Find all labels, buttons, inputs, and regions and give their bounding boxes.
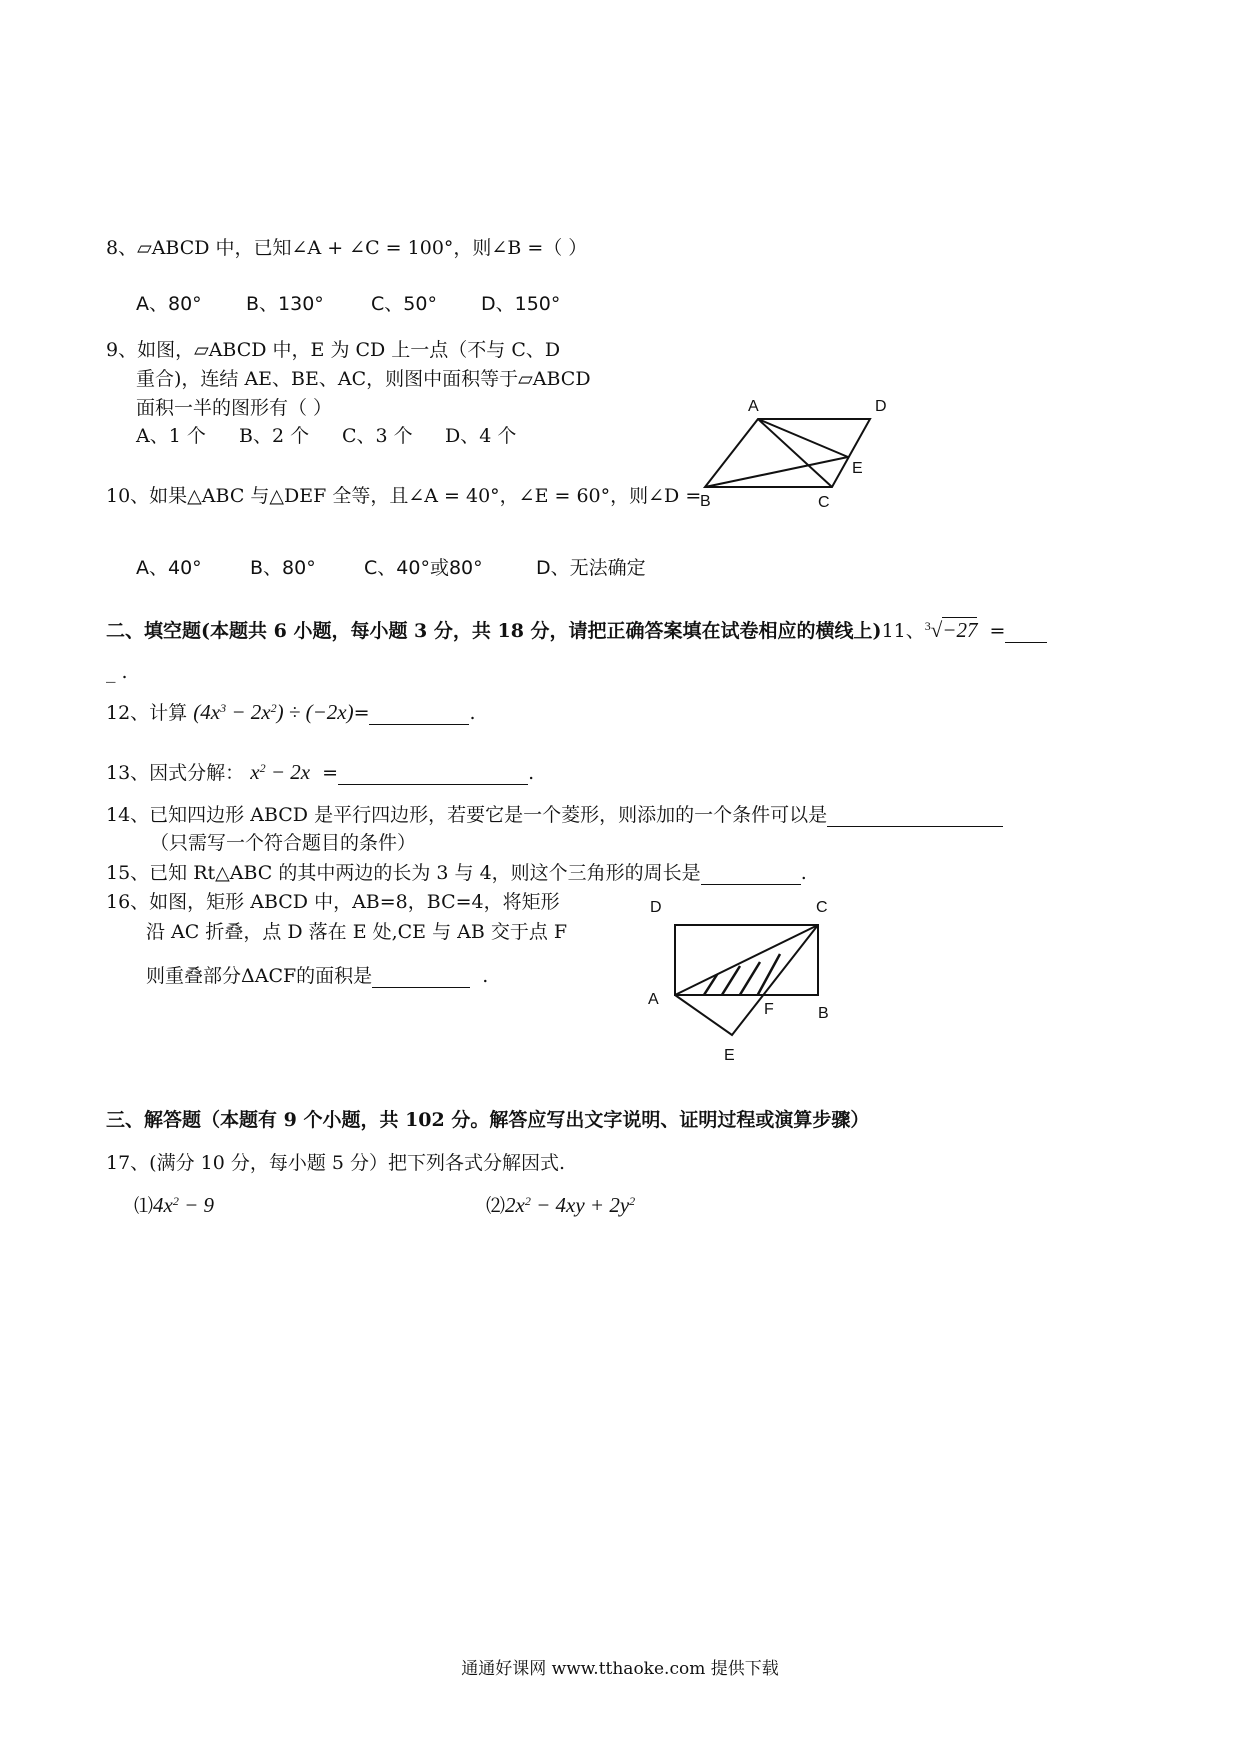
q11-prefix: 11、: [881, 620, 925, 642]
q16-answer-blank[interactable]: [372, 967, 470, 988]
q10-option-c: C、40°或80°: [364, 557, 483, 579]
q9-options: [136, 424, 516, 448]
q9-option-d: D、4 个: [445, 425, 517, 447]
q12-row: [106, 700, 476, 725]
q11-radical: $^3$√−27: [924, 618, 978, 642]
section3-header: 三、解答题（本题有 9 个小题，共 102 分。解答应写出文字说明、证明过程或演算步骤）: [106, 1109, 870, 1131]
q16-label-a: A: [648, 991, 659, 1008]
q9-option-a: A、1 个: [136, 425, 206, 447]
q8-stem: 8、▱ABCD 中，已知∠A + ∠C = 100°，则∠B =（ ）: [106, 237, 588, 259]
q9-option-b: B、2 个: [239, 425, 310, 447]
q8-option-a: A、80°: [136, 293, 202, 315]
q16-period: .: [482, 965, 489, 987]
q15-answer-blank[interactable]: [701, 864, 801, 885]
q11-equals: =: [989, 620, 1006, 642]
q11-answer-blank[interactable]: [1005, 622, 1047, 643]
q9-label-c: C: [818, 494, 830, 510]
q16-label-f: F: [764, 1001, 774, 1018]
q9-line2: 重合)，连结 AE、BE、AC，则图中面积等于▱ABCD: [136, 368, 591, 390]
q14-line2: （只需写一个符合题目的条件）: [150, 832, 417, 854]
q13-row: [106, 760, 534, 785]
q12-expression: $(4x^3 - 2x^2) \div (-2x)$: [193, 700, 354, 724]
q9-label-d: D: [875, 398, 887, 415]
q17-part2-expression: $2x^2 - 4xy + 2y^2$: [505, 1193, 636, 1217]
q10-option-d: D、无法确定: [536, 557, 646, 579]
q12-equals: =: [353, 702, 370, 724]
page-footer: 通通好课网 www.tthaoke.com 提供下载: [461, 1659, 779, 1679]
q16-line3: 则重叠部分ΔACF的面积是: [146, 965, 373, 987]
q17-part1-expression: $4x^2 - 9$: [153, 1193, 215, 1217]
q12-answer-blank[interactable]: [369, 704, 469, 725]
q13-answer-blank[interactable]: [338, 764, 528, 785]
q17-stem: 17、(满分 10 分，每小题 5 分）把下列各式分解因式.: [106, 1152, 566, 1174]
q10-option-a: A、40°: [136, 557, 202, 579]
q17-part2: [486, 1193, 635, 1218]
q16-label-e: E: [724, 1047, 735, 1064]
q16-rectangle-fold-figure: [640, 890, 860, 1070]
section2-header-row: [106, 618, 1047, 643]
q16-row3: [146, 964, 488, 988]
q15-row: [106, 861, 807, 885]
q13-label: 13、因式分解：: [106, 762, 245, 784]
q13-period: .: [528, 762, 535, 784]
q13-equals: =: [316, 762, 339, 784]
q11-radical-index: 3: [924, 619, 931, 633]
q8-option-b: B、130°: [246, 293, 324, 315]
q9-label-b: B: [700, 493, 711, 510]
q10-stem: 10、如果△ABC 与△DEF 全等，且∠A = 40°，∠E = 60°，则∠D =: [106, 485, 702, 507]
q14-answer-blank[interactable]: [827, 806, 1003, 827]
q9-line3: 面积一半的图形有（ ）: [136, 397, 333, 419]
q12-label: 12、计算: [106, 702, 188, 724]
q9-line1: 9、如图，▱ABCD 中，E 为 CD 上一点（不与 C、D: [106, 339, 561, 361]
q14-line1: 14、已知四边形 ABCD 是平行四边形，若要它是一个菱形，则添加的一个条件可以是: [106, 804, 828, 826]
q13-expression: $x^2 - 2x$: [250, 760, 311, 784]
q9-option-c: C、3 个: [342, 425, 413, 447]
q15-text: 15、已知 Rt△ABC 的其中两边的长为 3 与 4，则这个三角形的周长是: [106, 862, 701, 884]
q8-option-c: C、50°: [371, 293, 437, 315]
q10-option-b: B、80°: [250, 557, 316, 579]
q16-label-d: D: [650, 899, 662, 916]
section2-header: 二、填空题(本题共 6 小题，每小题 3 分，共 18 分，请把正确答案填在试卷相应的横线上): [106, 620, 882, 642]
q16-line1: 16、如图，矩形 ABCD 中，AB=8，BC=4，将矩形: [106, 891, 560, 913]
q10-options: [136, 556, 646, 580]
q9-label-e: E: [852, 460, 863, 477]
q15-period: .: [800, 862, 807, 884]
q12-period: .: [469, 702, 476, 724]
q14-row: [106, 803, 1003, 827]
q11-radicand: −27: [942, 618, 978, 642]
q8-options: [136, 292, 560, 316]
q17-part1-label: ⑴: [134, 1195, 154, 1217]
q16-label-b: B: [818, 1005, 829, 1022]
q9-parallelogram-figure: [690, 395, 890, 510]
q11-wrap: _ .: [106, 661, 128, 683]
q8-option-d: D、150°: [481, 293, 561, 315]
q9-label-a: A: [748, 398, 759, 415]
q16-line2: 沿 AC 折叠，点 D 落在 E 处,CE 与 AB 交于点 F: [146, 921, 568, 943]
q17-part1: [134, 1193, 214, 1218]
q16-label-c: C: [816, 899, 828, 916]
q17-part2-label: ⑵: [486, 1195, 506, 1217]
